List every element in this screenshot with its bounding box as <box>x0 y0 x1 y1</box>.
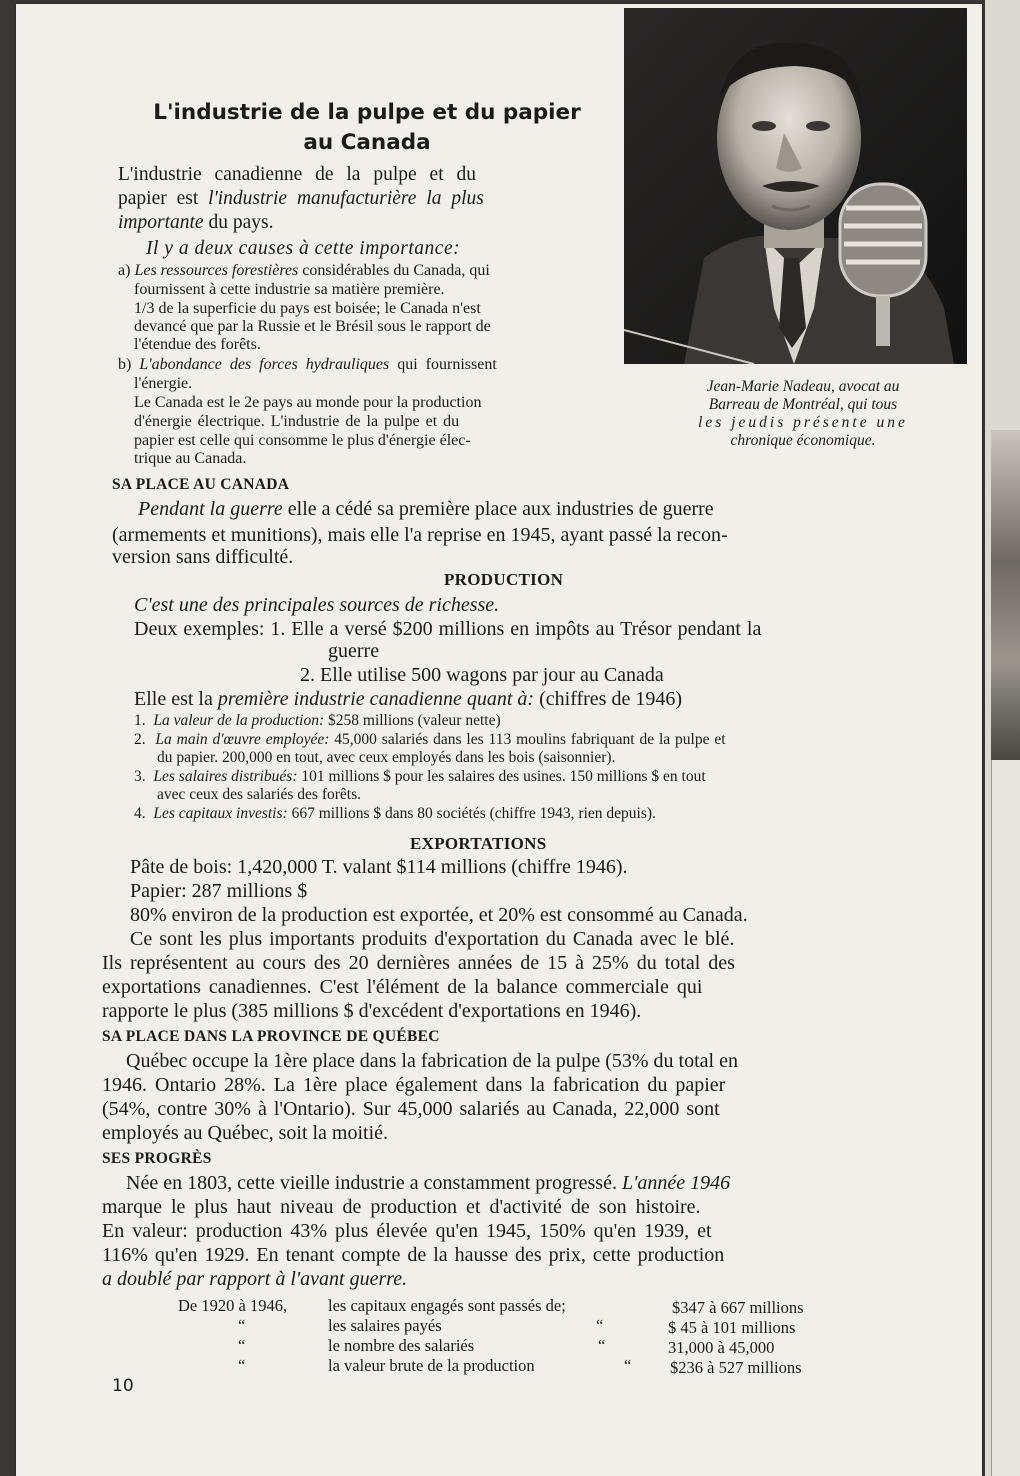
intro-line: papier est celle qui consomme le plus d'énergie élec- <box>134 432 471 449</box>
cause-b <box>118 356 497 374</box>
table-label: les capitaux engagés sont passés de; <box>328 1296 566 1315</box>
article-title <box>112 98 622 158</box>
intro-line <box>118 212 273 234</box>
production-line <box>134 688 682 711</box>
quebec-line: 1946. Ontario 28%. La 1ère place également dans la fabrication du papier <box>102 1074 726 1096</box>
text: elle a cédé sa première place aux industries de guerre <box>287 498 714 520</box>
table-ditto: “ <box>598 1336 606 1355</box>
progress-line: marque le plus haut niveau de production et d'activité de son histoire. <box>102 1196 701 1218</box>
exports-line: Ils représentent au cours des 20 dernières années de 15 à 25% du total des <box>102 952 735 974</box>
caption-line: Jean-Marie Nadeau, avocat au <box>706 378 900 395</box>
item-number: 4. <box>134 805 146 822</box>
emphasis: L'abondance des forces hydrauliques <box>139 356 390 373</box>
text: considérables du Canada, qui <box>302 262 490 279</box>
text: papier est <box>118 188 199 209</box>
production-line: guerre <box>328 640 380 662</box>
production-item <box>134 805 656 823</box>
emphasis: Les salaires distribués: <box>153 768 298 785</box>
exports-line: Papier: 287 millions $ <box>130 880 308 902</box>
production-line: Deux exemples: 1. Elle a versé $200 millions en impôts au Trésor pendant la <box>134 618 762 640</box>
intro-line <box>118 188 484 210</box>
table-lead: “ <box>238 1316 246 1335</box>
emphasis: importante <box>118 212 204 233</box>
emphasis: Les capitaux investis: <box>153 805 288 822</box>
portrait-illustration <box>624 8 967 364</box>
label: a) <box>118 262 131 279</box>
progress-line: 116% qu'en 1929. En tenant compte de la hausse des prix, cette production <box>102 1244 725 1266</box>
exports-line: exportations canadiennes. C'est l'élément de la balance commerciale qui <box>102 976 703 998</box>
photo-caption <box>639 378 967 450</box>
exports-line: Pâte de bois: 1,420,000 T. valant $114 millions (chiffre 1946). <box>130 856 628 878</box>
text: (chiffres de 1946) <box>539 688 683 710</box>
production-item <box>134 712 501 730</box>
text: Elle est la <box>134 688 213 710</box>
section-heading-place: SA PLACE AU CANADA <box>112 476 290 493</box>
table-lead: De 1920 à 1946, <box>178 1296 288 1315</box>
emphasis: L'année 1946 <box>621 1172 731 1194</box>
intro-line: trique au Canada. <box>134 450 247 467</box>
document-page <box>16 4 982 1476</box>
item-number: 2. <box>134 731 146 748</box>
table-label: la valeur brute de la production <box>328 1356 535 1375</box>
place-line <box>138 498 714 521</box>
exports-line: rapporte le plus (385 millions $ d'excédent d'exportations en 1946). <box>102 1000 642 1022</box>
emphasis: La valeur de la production: <box>153 712 325 729</box>
table-ditto: “ <box>596 1316 604 1335</box>
quebec-line: (54%, contre 30% à l'Ontario). Sur 45,000 salariés au Canada, 22,000 sont <box>102 1098 720 1120</box>
table-label: les salaires payés <box>328 1316 442 1335</box>
portrait-photo <box>624 8 967 364</box>
intro-line: l'étendue des forêts. <box>134 336 261 353</box>
text: 667 millions $ dans 80 sociétés (chiffre 1943, rien depuis). <box>291 805 656 822</box>
table-value: $236 à 527 millions <box>670 1358 802 1377</box>
intro-line: L'industrie canadienne de la pulpe et du <box>118 164 476 185</box>
emphasis: l'industrie manufacturière la plus <box>208 188 484 209</box>
progress-line: a doublé par rapport à l'avant guerre. <box>102 1268 408 1290</box>
section-heading-production: PRODUCTION <box>444 570 564 589</box>
table-lead: “ <box>238 1336 246 1355</box>
table-lead: “ <box>238 1356 246 1375</box>
caption-line: les jeudis présente une <box>698 414 908 431</box>
progress-line <box>126 1172 730 1195</box>
title-line-2: au Canada <box>303 130 431 155</box>
text: du pays. <box>208 212 274 233</box>
production-item <box>134 768 706 786</box>
production-line: 2. Elle utilise 500 wagons par jour au Canada <box>300 664 664 686</box>
emphasis: Pendant la guerre <box>138 498 283 520</box>
table-value: 31,000 à 45,000 <box>668 1338 775 1357</box>
intro-line: l'énergie. <box>134 375 193 392</box>
intro-line: 1/3 de la superficie du pays est boisée; le Canada n'est <box>134 300 481 317</box>
production-item <box>134 731 726 749</box>
section-heading-quebec: SA PLACE DANS LA PROVINCE DE QUÉBEC <box>102 1028 440 1045</box>
progress-line: En valeur: production 43% plus élevée qu'en 1945, 150% qu'en 1939, et <box>102 1220 712 1242</box>
production-item-cont: du papier. 200,000 en tout, avec ceux employés dans les bois (saisonnier). <box>157 749 616 766</box>
table-value: $ 45 à 101 millions <box>668 1318 796 1337</box>
text: 101 millions $ pour les salaires des usines. 150 millions $ en tout <box>301 768 706 785</box>
label: b) <box>118 356 132 373</box>
cause-a <box>118 262 490 280</box>
emphasis: première industrie canadienne quant à: <box>217 688 535 710</box>
table-label: le nombre des salariés <box>328 1336 475 1355</box>
section-heading-exports: EXPORTATIONS <box>410 834 547 853</box>
place-line: version sans difficulté. <box>112 546 294 568</box>
quebec-line: employés au Québec, soit la moitié. <box>102 1122 389 1144</box>
text: qui fournissent <box>397 356 497 373</box>
caption-line: chronique économique. <box>730 432 876 449</box>
production-line: C'est une des principales sources de richesse. <box>134 594 500 616</box>
exports-line: Ce sont les plus importants produits d'exportation du Canada avec le blé. <box>130 928 735 950</box>
adjacent-page-lower <box>991 760 1020 1476</box>
emphasis: La main d'œuvre employée: <box>155 731 330 748</box>
exports-line: 80% environ de la production est exportée, et 20% est consommé au Canada. <box>130 904 748 926</box>
title-line-1: L'industrie de la pulpe et du papier <box>153 100 581 125</box>
item-number: 1. <box>134 712 146 729</box>
intro-line: d'énergie électrique. L'industrie de la pulpe et du <box>134 413 460 430</box>
production-item-cont: avec ceux des salariés des forêts. <box>157 786 361 803</box>
text: 45,000 salariés dans les 113 moulins fabriquant de la pulpe et <box>334 731 726 748</box>
intro-line: fournissent à cette industrie sa matière première. <box>134 281 445 298</box>
place-line: (armements et munitions), mais elle l'a reprise en 1945, ayant passé la recon- <box>112 524 728 546</box>
section-heading-progress: SES PROGRÈS <box>102 1150 212 1167</box>
intro-line: devancé que par la Russie et le Brésil sous le rapport de <box>134 318 491 335</box>
table-value: $347 à 667 millions <box>672 1298 804 1317</box>
page-number: 10 <box>112 1376 134 1396</box>
causes-heading: Il y a deux causes à cette importance: <box>146 238 461 259</box>
adjacent-photo <box>991 430 1020 760</box>
text: $258 millions (valeur nette) <box>328 712 501 729</box>
intro-line: Le Canada est le 2e pays au monde pour la production <box>134 394 482 411</box>
quebec-line: Québec occupe la 1ère place dans la fabrication de la pulpe (53% du total en <box>126 1050 738 1072</box>
emphasis: Les ressources forestières <box>134 262 299 279</box>
table-ditto: “ <box>624 1356 632 1375</box>
caption-line: Barreau de Montréal, qui tous <box>708 396 898 413</box>
item-number: 3. <box>134 768 146 785</box>
text: Née en 1803, cette vieille industrie a constamment progressé. <box>126 1172 617 1194</box>
adjacent-page-edge <box>985 0 1020 1476</box>
